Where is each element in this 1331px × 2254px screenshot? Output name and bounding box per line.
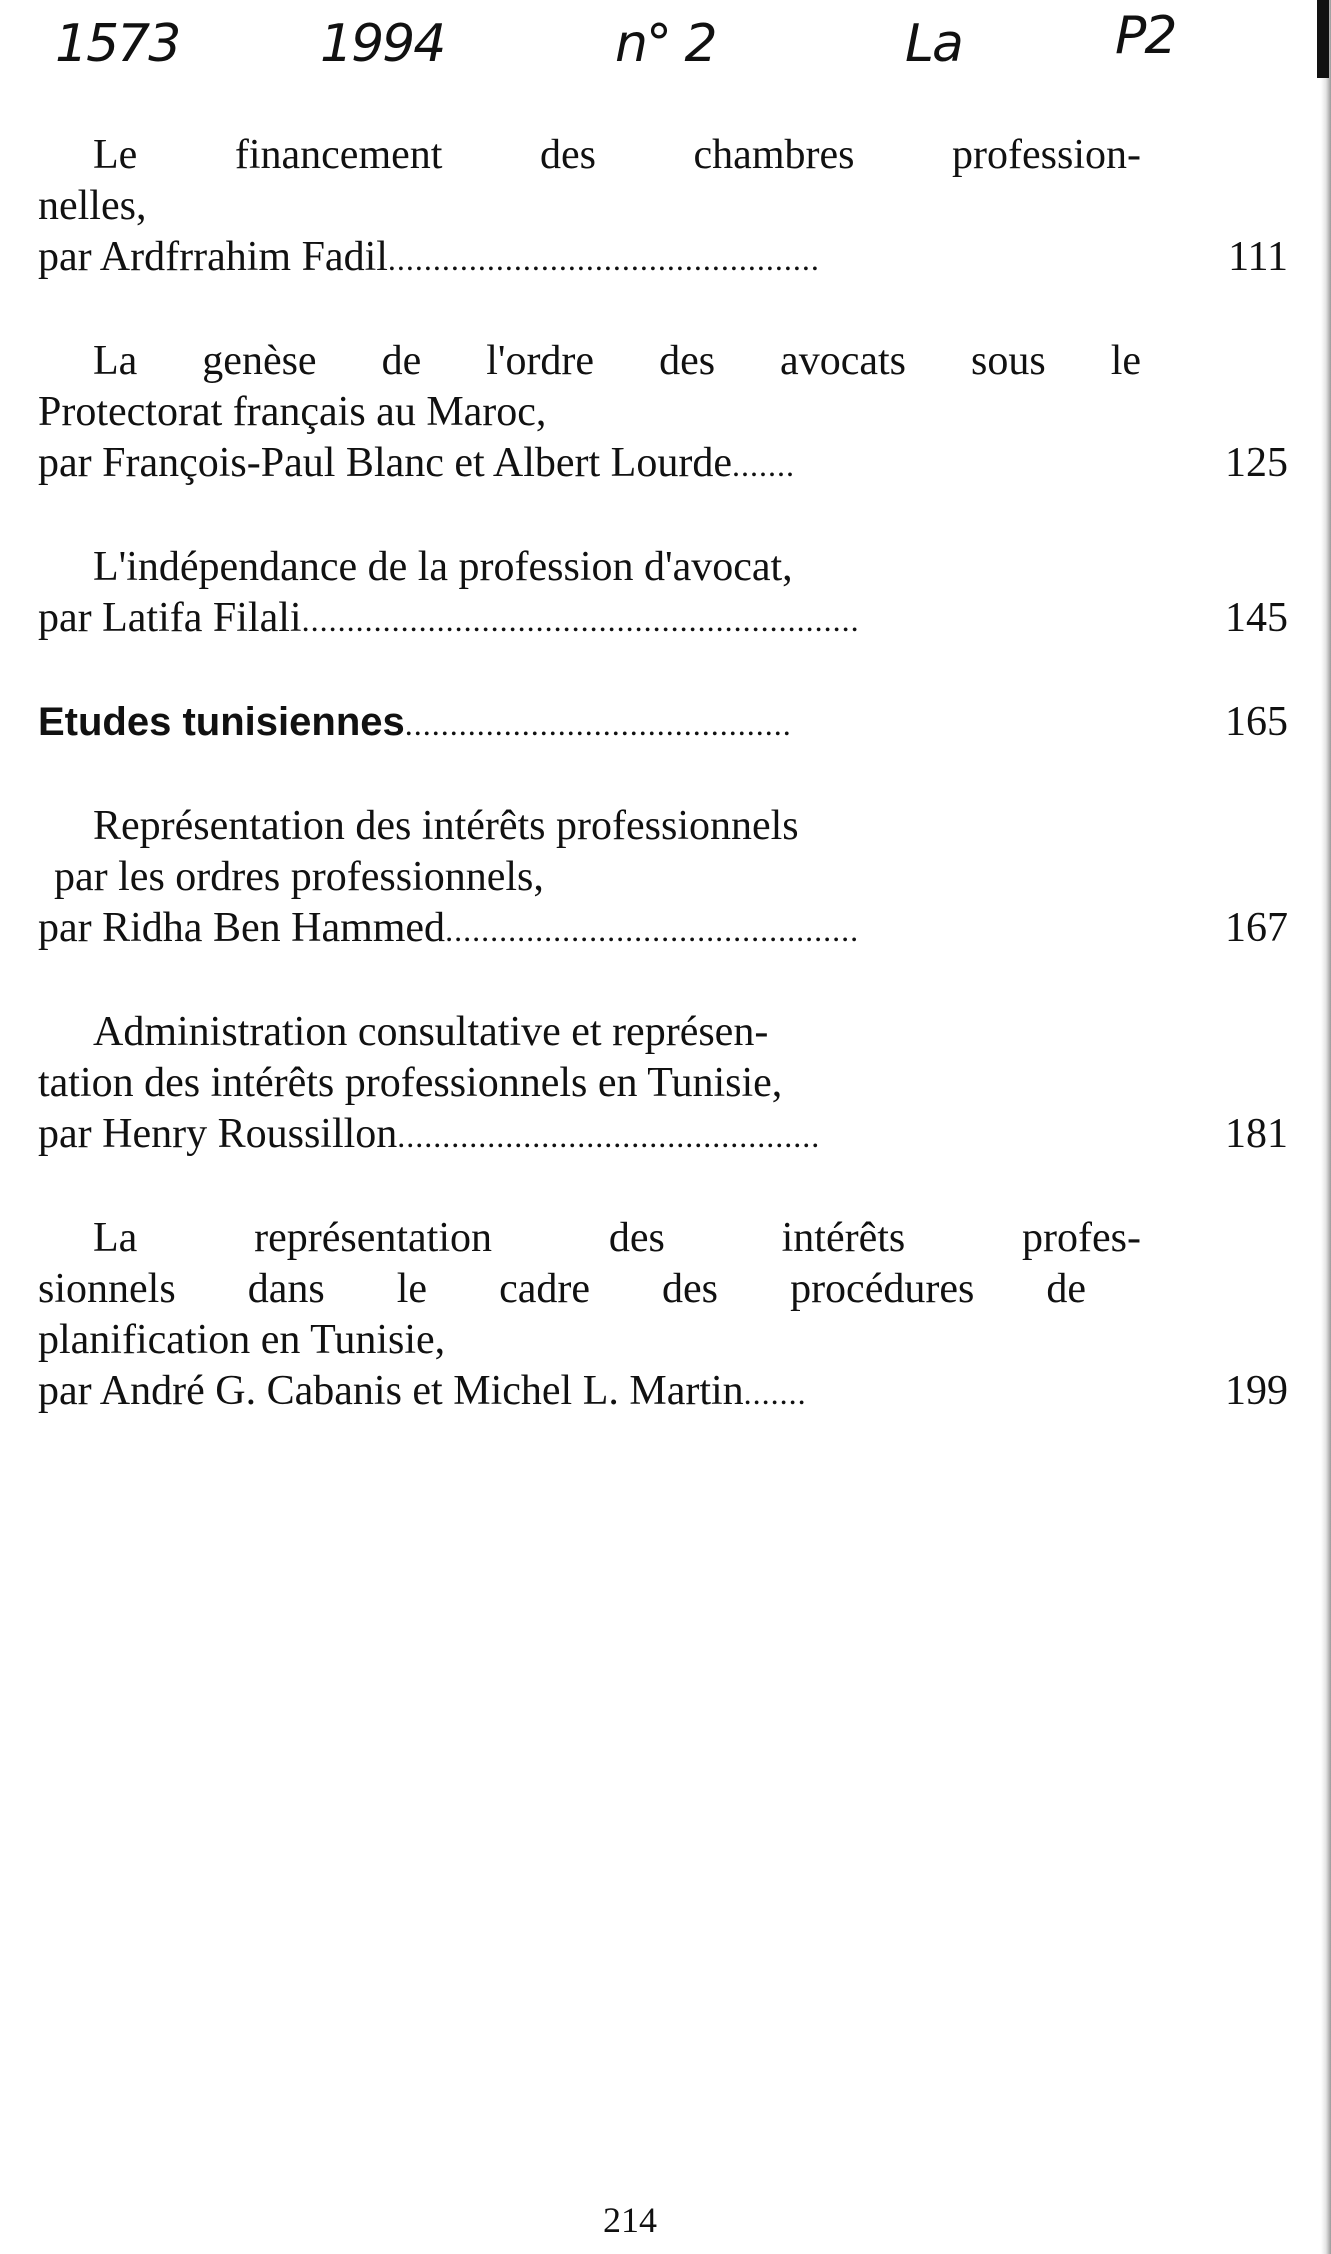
section-title: Etudes tunisiennes	[38, 700, 405, 744]
entry-author: par André G. Cabanis et Michel L. Martin	[38, 1368, 744, 1414]
section-heading-line	[38, 697, 1288, 750]
entry-title-line: La genèse de l'ordre des avocats sous le	[93, 338, 1141, 384]
leader-dots: .......	[731, 447, 795, 483]
corner-mark	[1317, 0, 1329, 78]
entry-title-line: par les ordres professionnels,	[54, 854, 544, 900]
handwritten-note-ref: 1573	[55, 14, 180, 74]
toc-entry	[38, 1007, 1288, 1162]
entry-page-number: 167	[1225, 905, 1288, 951]
page-edge	[1321, 0, 1331, 2254]
entry-author-line	[38, 438, 1288, 491]
entry-author-line	[38, 593, 1288, 646]
leader-dots: ...............................................	[397, 1118, 821, 1154]
entry-title-line: La représentation des intérêts profes-	[93, 1215, 1141, 1261]
leader-dots: .......	[743, 1375, 807, 1411]
toc-entry	[38, 1213, 1288, 1419]
entry-page-number: 145	[1225, 595, 1288, 641]
entry-title-line: Protectorat français au Maroc,	[38, 389, 547, 435]
entry-author-line	[38, 232, 1288, 285]
toc-entry	[38, 801, 1288, 956]
entry-page-number: 111	[1228, 234, 1288, 280]
entry-title-line: Représentation des intérêts professionnels	[93, 803, 799, 849]
entry-author: par Latifa Filali	[38, 595, 302, 641]
entry-title-line: Administration consultative et représen-	[93, 1009, 769, 1055]
entry-title-line: sionnels dans le cadre des procédures de	[38, 1266, 1086, 1312]
leader-dots: ..............................................	[445, 912, 860, 948]
entry-title-line: planification en Tunisie,	[38, 1317, 446, 1363]
entry-title-line: nelles,	[38, 183, 147, 229]
leader-dots: ................................................	[387, 241, 820, 277]
toc-entry	[38, 130, 1288, 285]
entry-author: par François-Paul Blanc et Albert Lourde	[38, 440, 732, 486]
section-page-number: 165	[1225, 699, 1288, 745]
toc-section-heading	[38, 697, 1288, 750]
handwritten-note-la: La	[905, 14, 962, 74]
footer-page-number: 214	[603, 2200, 657, 2240]
entry-author-line	[38, 1366, 1288, 1419]
entry-title-line: Le financement des chambres profession-	[93, 132, 1141, 178]
entry-title-line: L'indépendance de la profession d'avocat,	[93, 544, 793, 590]
entry-page-number: 199	[1225, 1368, 1288, 1414]
entry-author-line	[38, 1109, 1288, 1162]
entry-title-line: tation des intérêts professionnels en Tunisie,	[38, 1060, 783, 1106]
entry-author: par Henry Roussillon	[38, 1111, 398, 1157]
entry-author: par Ridha Ben Hammed	[38, 905, 446, 951]
entry-page-number: 125	[1225, 440, 1288, 486]
leader-dots: ..............................................................	[301, 602, 860, 638]
handwritten-note-issue: n° 2	[615, 14, 716, 74]
handwritten-note-p2: P2	[1115, 6, 1176, 66]
toc-entry	[38, 542, 1288, 646]
entry-author: par Ardfrrahim Fadil	[38, 234, 388, 280]
handwritten-note-year: 1994	[320, 14, 445, 74]
entry-page-number: 181	[1225, 1111, 1288, 1157]
leader-dots: ...........................................	[404, 706, 792, 742]
table-of-contents	[38, 130, 1288, 1470]
toc-entry	[38, 336, 1288, 491]
entry-author-line	[38, 903, 1288, 956]
